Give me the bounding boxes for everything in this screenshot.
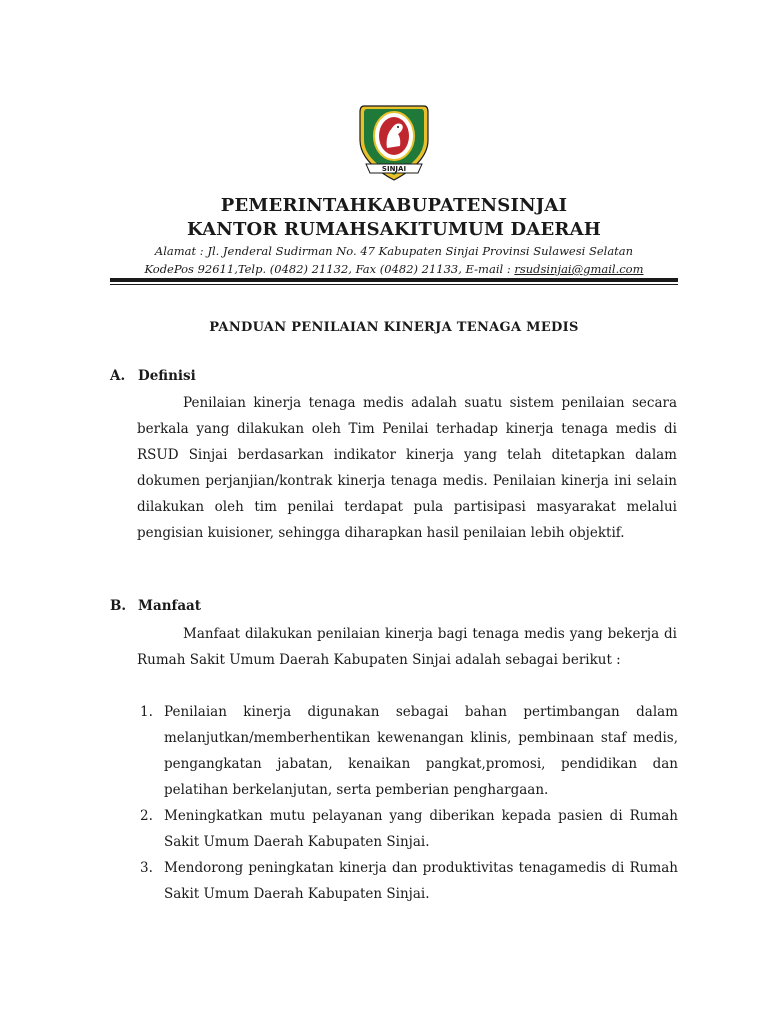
- list-item-text: Meningkatkan mutu pelayanan yang diberikan kepada pasien di Rumah Sakit Umum Daerah Kabupaten Sinjai.: [164, 808, 678, 850]
- section-number: B.: [110, 598, 127, 614]
- list-item: [110, 855, 678, 907]
- list-item-text: Mendorong peningkatan kinerja dan produktivitas tenagamedis di Rumah Sakit Umum Daerah Kabupaten Sinjai.: [164, 860, 678, 902]
- benefits-list: [110, 699, 678, 907]
- list-item-text: Penilaian kinerja digunakan sebagai bahan pertimbangan dalam melanjutkan/memberhentikan kewenangan klinis, pembinaan staf medis, pengangkatan jabatan, kenaikan pangkat,promosi, pendidikan dan pelatihan berkelanjutan, serta pemberian penghargaan.: [164, 704, 678, 798]
- contact-text: KodePos 92611,Telp. (0482) 21132, Fax (0482) 21133, E-mail :: [144, 262, 515, 276]
- email-link[interactable]: rsudsinjai@gmail.com: [514, 262, 644, 276]
- section-label: Definisi: [138, 368, 196, 384]
- section-a-paragraph: [137, 390, 677, 546]
- regency-seal-logo: [354, 100, 434, 184]
- section-label: Manfaat: [138, 598, 202, 614]
- list-item: [110, 803, 678, 855]
- list-item: [110, 699, 678, 803]
- document-title: PANDUAN PENILAIAN KINERJA TENAGA MEDIS: [209, 320, 579, 335]
- section-number: A.: [110, 368, 126, 384]
- paragraph-text: Penilaian kinerja tenaga medis adalah suatu sistem penilaian secara berkala yang dilakukan oleh Tim Penilai terhadap kinerja tenaga medis di RSUD Sinjai berdasarkan indikator kinerja yang telah ditetapkan dalam dokumen perjanjian/kontrak kinerja tenaga medis. Penilaian kinerja ini selain dilakukan oleh tim penilai terdapat pula partisipasi masyarakat melalui pengisian kuisioner, sehingga diharapkan hasil penilaian lebih objektif.: [137, 395, 677, 541]
- paragraph-text: Manfaat dilakukan penilaian kinerja bagi tenaga medis yang bekerja di Rumah Sakit Umum Daerah Kabupaten Sinjai adalah sebagai berikut :: [137, 626, 677, 668]
- seal-icon: [354, 100, 434, 184]
- seal-text: SINJAI: [381, 165, 407, 173]
- list-number: 3.: [140, 860, 153, 876]
- contact-line: [110, 262, 678, 276]
- office-title: KANTOR RUMAHSAKITUMUM DAERAH: [187, 219, 601, 240]
- list-number: 1.: [140, 704, 153, 720]
- header-divider-thin: [110, 284, 678, 285]
- header-divider-thick: [110, 278, 678, 282]
- government-title: PEMERINTAHKABUPATENSINJAI: [220, 195, 568, 216]
- address-line: Alamat : Jl. Jenderal Sudirman No. 47 Kabupaten Sinjai Provinsi Sulawesi Selatan: [154, 244, 634, 258]
- section-b-paragraph: [137, 621, 677, 673]
- list-number: 2.: [140, 808, 153, 824]
